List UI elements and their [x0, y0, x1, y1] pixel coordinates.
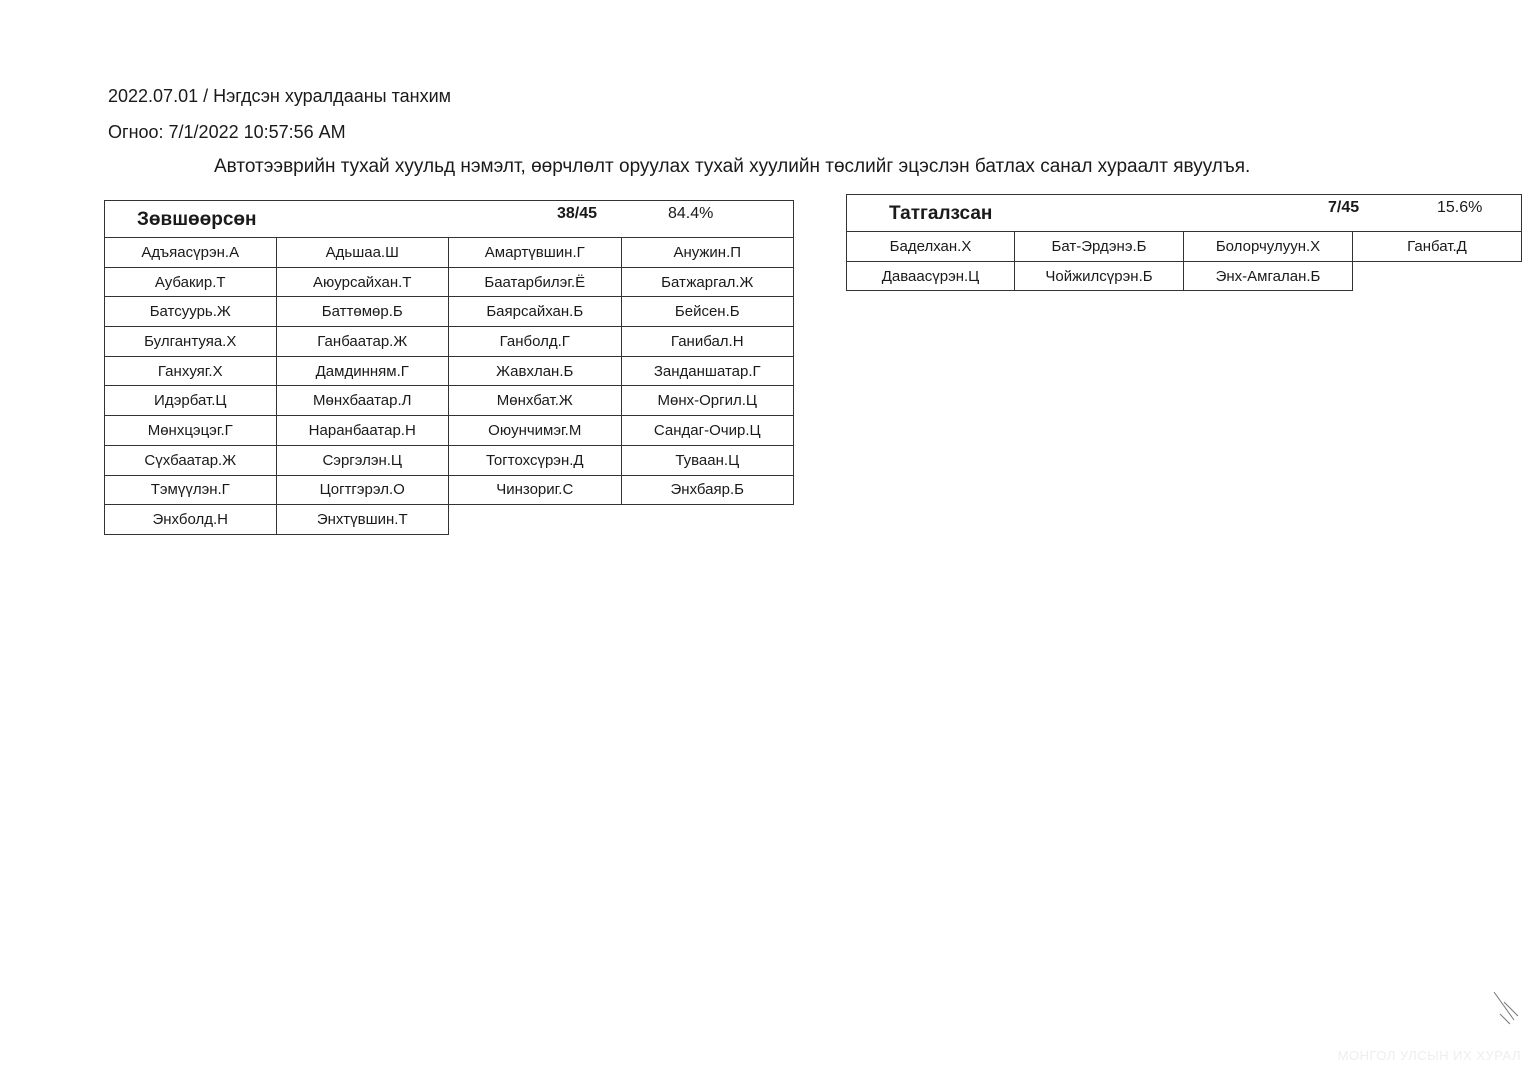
- rejected-name-cell: Чойжилсүрэн.Б: [1015, 262, 1184, 292]
- approved-name-cell: Дамдинням.Г: [277, 357, 450, 387]
- approved-name-cell: Ганболд.Г: [449, 327, 622, 357]
- approved-name-cell: Анужин.П: [622, 238, 795, 268]
- watermark: МОНГОЛ УЛСЫН ИХ ХУРАЛ: [1337, 1048, 1521, 1063]
- approved-name-cell: Энхтүвшин.Т: [277, 505, 450, 535]
- approved-name-cell: Бейсен.Б: [622, 297, 795, 327]
- approved-name-cell: Баттөмөр.Б: [277, 297, 450, 327]
- approved-name-cell: Баярсайхан.Б: [449, 297, 622, 327]
- approved-name-cell: Мөнхбат.Ж: [449, 386, 622, 416]
- approved-header: [104, 200, 794, 238]
- approved-name-cell: Мөнхбаатар.Л: [277, 386, 450, 416]
- approved-name-cell: Оюунчимэг.М: [449, 416, 622, 446]
- approved-percent: 84.4%: [668, 205, 714, 222]
- approved-name-cell: Мөнхцэцэг.Г: [104, 416, 277, 446]
- approved-name-cell: Занданшатар.Г: [622, 357, 795, 387]
- approved-name-cell: Цогтгэрэл.О: [277, 476, 450, 506]
- rejected-header: [846, 194, 1522, 232]
- approved-name-cell: Идэрбат.Ц: [104, 386, 277, 416]
- approved-name-cell: Аубакир.Т: [104, 268, 277, 298]
- approved-name-cell: Баатарбилэг.Ё: [449, 268, 622, 298]
- rejected-votes-table: [846, 194, 1522, 291]
- approved-name-cell: Батсуурь.Ж: [104, 297, 277, 327]
- rejected-percent: 15.6%: [1437, 199, 1483, 216]
- approved-name-cell: Мөнх-Оргил.Ц: [622, 386, 795, 416]
- approved-name-cell: Энхболд.Н: [104, 505, 277, 535]
- motion-text: Автотээврийн тухай хуульд нэмэлт, өөрчлөлт оруулах тухай хуулийн төслийг эцэслэн батлах санал хураалт явуулъя.: [214, 156, 1251, 177]
- approved-name-cell: Чинзориг.С: [449, 476, 622, 506]
- approved-name-cell: Наранбаатар.Н: [277, 416, 450, 446]
- approved-count: 38/45: [557, 205, 598, 222]
- approved-names-grid: [104, 238, 794, 535]
- rejected-name-cell: Болорчулуун.Х: [1184, 232, 1353, 262]
- approved-name-cell: Тэмүүлэн.Г: [104, 476, 277, 506]
- approved-name-cell: Сүхбаатар.Ж: [104, 446, 277, 476]
- date-line: Огноо: 7/1/2022 10:57:56 AM: [108, 122, 346, 142]
- approved-name-cell: Амартүвшин.Г: [449, 238, 622, 268]
- rejected-name-cell: Энх-Амгалан.Б: [1184, 262, 1353, 292]
- rejected-name-cell: Даваасүрэн.Ц: [846, 262, 1015, 292]
- approved-name-cell: Ганбаатар.Ж: [277, 327, 450, 357]
- rejected-name-cell: Бат-Эрдэнэ.Б: [1015, 232, 1184, 262]
- approved-name-cell: Аюурсайхан.Т: [277, 268, 450, 298]
- approved-votes-table: [104, 200, 794, 535]
- approved-name-cell: Адъяасүрэн.А: [104, 238, 277, 268]
- approved-name-cell: Жавхлан.Б: [449, 357, 622, 387]
- approved-name-cell: Сандаг-Очир.Ц: [622, 416, 795, 446]
- approved-name-cell: Батжаргал.Ж: [622, 268, 795, 298]
- rejected-name-cell: Ганбат.Д: [1353, 232, 1522, 262]
- approved-name-cell: Ганибал.Н: [622, 327, 795, 357]
- session-line: 2022.07.01 / Нэгдсэн хуралдааны танхим: [108, 86, 452, 106]
- rejected-names-grid: [846, 232, 1522, 291]
- rejected-name-cell: Баделхан.Х: [846, 232, 1015, 262]
- approved-name-cell: Сэргэлэн.Ц: [277, 446, 450, 476]
- approved-name-cell: Адьшаа.Ш: [277, 238, 450, 268]
- rejected-label: Татгалзсан: [889, 203, 993, 224]
- approved-name-cell: Тогтохсүрэн.Д: [449, 446, 622, 476]
- approved-name-cell: Булгантуяа.Х: [104, 327, 277, 357]
- approved-name-cell: Туваан.Ц: [622, 446, 795, 476]
- scan-mark: [1490, 990, 1520, 1030]
- rejected-count: 7/45: [1328, 199, 1360, 216]
- approved-name-cell: Энхбаяр.Б: [622, 476, 795, 506]
- approved-label: Зөвшөөрсөн: [137, 209, 257, 230]
- approved-name-cell: Ганхуяг.Х: [104, 357, 277, 387]
